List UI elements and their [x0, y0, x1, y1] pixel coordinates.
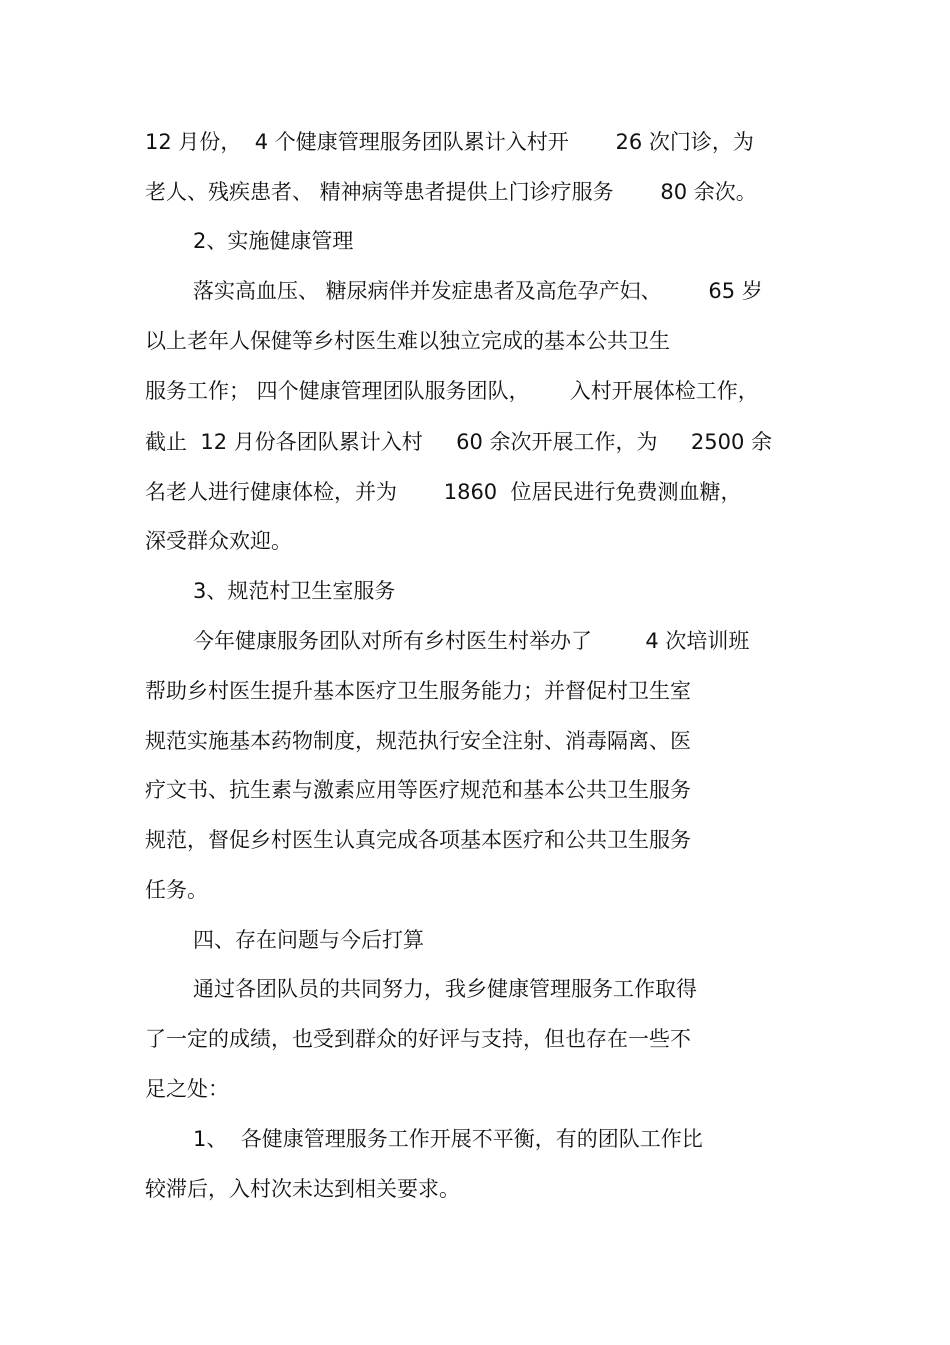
text-line-12: 帮助乡村医生提升基本医疗卫生服务能力；并督促村卫生室 — [145, 679, 691, 703]
text-line-19: 了一定的成绩，也受到群众的好评与支持，但也存在一些不 — [145, 1027, 691, 1051]
text-line-5: 以上老年人保健等乡村医生难以独立完成的基本公共卫生 — [145, 329, 670, 353]
text-line-20: 足之处： — [145, 1077, 229, 1101]
text-line-7: 截止 12 月份各团队累计入村 60 余次开展工作，为 2500 余 — [145, 430, 773, 454]
text-line-15: 规范，督促乡村医生认真完成各项基本医疗和公共卫生服务 — [145, 828, 691, 852]
section-heading-implement-health-management: 2、实施健康管理 — [193, 229, 354, 253]
section-heading-problems-and-plans: 四、存在问题与今后打算 — [193, 928, 424, 952]
text-line-22: 较滞后，入村次未达到相关要求。 — [145, 1177, 460, 1201]
text-line-18: 通过各团队员的共同努力，我乡健康管理服务工作取得 — [193, 977, 697, 1001]
text-line-21: 1、 各健康管理服务工作开展不平衡，有的团队工作比 — [193, 1127, 703, 1151]
text-line-13: 规范实施基本药物制度，规范执行安全注射、消毒隔离、医 — [145, 729, 691, 753]
text-line-4: 落实高血压、 糖尿病伴并发症患者及高危孕产妇、 65 岁 — [193, 279, 763, 303]
section-heading-village-clinic-service: 3、规范村卫生室服务 — [193, 579, 396, 603]
text-line-14: 疗文书、抗生素与激素应用等医疗规范和基本公共卫生服务 — [145, 778, 691, 802]
text-line-2: 老人、残疾患者、 精神病等患者提供上门诊疗服务 80 余次。 — [145, 180, 757, 204]
text-line-8: 名老人进行健康体检，并为 1860 位居民进行免费测血糖， — [145, 480, 742, 504]
text-line-1: 12 月份， 4 个健康管理服务团队累计入村开 26 次门诊，为 — [145, 130, 754, 154]
text-line-11: 今年健康服务团队对所有乡村医生村举办了 4 次培训班 — [193, 629, 750, 653]
text-line-16: 任务。 — [145, 878, 208, 902]
text-line-9: 深受群众欢迎。 — [145, 529, 292, 553]
text-line-6: 服务工作； 四个健康管理团队服务团队， 入村开展体检工作， — [145, 379, 759, 403]
